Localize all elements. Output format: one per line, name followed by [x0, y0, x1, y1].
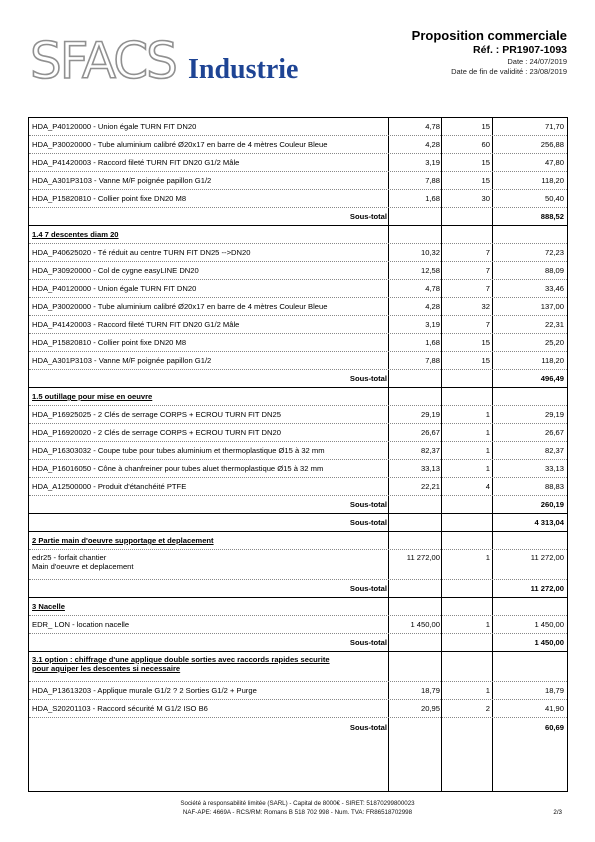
row-designation: Sous-total — [349, 518, 387, 527]
row-quantity: 30 — [481, 194, 490, 203]
row-unit-price: 1,68 — [425, 338, 440, 347]
designation-line-2: Main d'oeuvre et deplacement — [32, 562, 134, 571]
row-quantity — [443, 634, 490, 651]
row-unit-price — [390, 652, 440, 681]
row-total: 137,00 — [540, 302, 564, 311]
table-row — [29, 280, 567, 298]
document-validity-date: Date de fin de validité : 23/08/2019 — [451, 67, 567, 76]
subtotal-row — [29, 370, 567, 388]
row-designation: HDA_P16016050 - Cône à chanfreiner pour tubes aluet thermoplastique Ø15 à 32 mm — [32, 464, 324, 473]
row-quantity: 15 — [481, 356, 490, 365]
row-total: 41,90 — [544, 704, 564, 713]
table-row — [29, 154, 567, 172]
table-row — [29, 118, 567, 136]
row-designation: HDA_P13613203 - Applique murale G1/2 ? 2 Sorties G1/2 + Purge — [32, 686, 257, 695]
row-unit-price: 7,88 — [425, 356, 440, 365]
row-quantity: 15 — [481, 338, 490, 347]
row-total: 22,31 — [544, 320, 564, 329]
table-row — [29, 682, 567, 700]
row-quantity: 7 — [485, 248, 490, 257]
row-total: 33,13 — [544, 464, 564, 473]
row-total: 47,80 — [544, 158, 564, 167]
row-quantity: 1 — [485, 410, 490, 419]
row-quantity — [443, 652, 490, 681]
row-quantity: 1 — [485, 553, 490, 562]
row-quantity — [443, 532, 490, 549]
section-row — [29, 532, 567, 550]
row-designation: HDA_P16925025 - 2 Clés de serrage CORPS + ECROU TURN FIT DN25 — [32, 410, 281, 419]
legal-footer — [0, 800, 595, 817]
document-title: Proposition commerciale — [411, 28, 567, 43]
row-unit-price — [390, 370, 440, 387]
designation-line-2: pour aquiper les descentes si necessaire — [32, 664, 181, 673]
row-unit-price — [390, 532, 440, 549]
quote-table — [28, 117, 568, 792]
row-designation: Sous-total — [349, 212, 387, 221]
row-designation: HDA_P15820810 - Collier point fixe DN20 M8 — [32, 338, 187, 347]
row-total: 71,70 — [544, 122, 564, 131]
row-total: 18,79 — [544, 686, 564, 695]
row-total: 11 272,00 — [530, 584, 564, 593]
row-designation: 3 Nacelle — [32, 602, 65, 611]
row-designation: Sous-total — [349, 638, 387, 647]
row-unit-price: 29,19 — [420, 410, 440, 419]
row-quantity — [443, 370, 490, 387]
row-quantity: 15 — [481, 176, 490, 185]
table-row — [29, 550, 567, 580]
company-logo — [30, 32, 320, 90]
table-row — [29, 172, 567, 190]
row-quantity — [443, 580, 490, 597]
row-unit-price: 1,68 — [425, 194, 440, 203]
row-total: 1 450,00 — [534, 620, 564, 629]
row-total — [494, 652, 564, 681]
table-row — [29, 442, 567, 460]
row-designation: HDA_P41420003 - Raccord fileté TURN FIT DN20 G1/2 Mâle — [32, 158, 240, 167]
row-quantity — [443, 226, 490, 243]
row-unit-price: 10,32 — [420, 248, 440, 257]
row-unit-price: 22,21 — [420, 482, 440, 491]
table-row — [29, 424, 567, 442]
row-unit-price: 12,58 — [420, 266, 440, 275]
subtotal-row — [29, 580, 567, 598]
row-total: 88,09 — [544, 266, 564, 275]
row-unit-price: 1 450,00 — [410, 620, 440, 629]
footer-line-2: NAF-APE: 4669A - RCS/RM: Romans B 518 702 998 - Num. TVA: FR86518702998 — [182, 808, 413, 816]
table-row — [29, 700, 567, 718]
logo-sfacs-text: SFACS — [30, 32, 176, 90]
table-row — [29, 190, 567, 208]
row-total: 11 272,00 — [530, 553, 564, 562]
table-row — [29, 352, 567, 370]
subtotal-row — [29, 718, 567, 736]
row-quantity — [443, 208, 490, 225]
table-row — [29, 616, 567, 634]
row-designation: HDA_A12500000 - Produit d'étanchéité PTFE — [32, 482, 187, 491]
row-unit-price: 3,19 — [425, 320, 440, 329]
row-designation: Sous-total — [349, 584, 387, 593]
row-quantity: 1 — [485, 464, 490, 473]
designation-line-1: edr25 - forfait chantier — [32, 553, 107, 562]
row-designation: Sous-total — [349, 374, 387, 383]
row-designation: HDA_P16920020 - 2 Clés de serrage CORPS + ECROU TURN FIT DN20 — [32, 428, 281, 437]
subtotal-row — [29, 634, 567, 652]
row-total: 29,19 — [544, 410, 564, 419]
row-designation: HDA_P30020000 - Tube aluminium calibré Ø20x17 en barre de 4 mètres Couleur Bleue — [32, 302, 328, 311]
row-designation — [32, 652, 387, 681]
table-row — [29, 298, 567, 316]
row-designation: 2 Partie main d'oeuvre supportage et deplacement — [32, 536, 214, 545]
row-designation: HDA_P30920000 - Col de cygne easyLINE DN20 — [32, 266, 199, 275]
table-row — [29, 262, 567, 280]
row-total: 4 313,04 — [534, 518, 564, 527]
designation-line-1: 3.1 option : chiffrage d'une applique double sorties avec raccords rapides securite — [32, 655, 330, 664]
row-unit-price: 33,13 — [420, 464, 440, 473]
row-quantity: 1 — [485, 446, 490, 455]
row-quantity: 32 — [481, 302, 490, 311]
row-designation: HDA_P40120000 - Union égale TURN FIT DN20 — [32, 122, 197, 131]
section-row — [29, 388, 567, 406]
row-unit-price — [390, 580, 440, 597]
row-quantity: 1 — [485, 620, 490, 629]
row-unit-price: 18,79 — [420, 686, 440, 695]
table-row — [29, 478, 567, 496]
section-row — [29, 226, 567, 244]
row-designation: HDA_P16303032 - Coupe tube pour tubes aluminium et thermoplastique Ø15 à 32 mm — [32, 446, 325, 455]
row-quantity: 4 — [485, 482, 490, 491]
row-total: 33,46 — [544, 284, 564, 293]
document-header — [412, 28, 567, 77]
row-total — [494, 388, 564, 405]
row-total: 260,19 — [540, 500, 564, 509]
row-quantity: 7 — [485, 320, 490, 329]
row-unit-price — [390, 496, 440, 513]
row-quantity: 7 — [485, 284, 490, 293]
row-unit-price: 4,28 — [425, 302, 440, 311]
row-unit-price — [390, 388, 440, 405]
row-quantity: 1 — [485, 428, 490, 437]
row-designation: HDA_A301P3103 - Vanne M/F poignée papillon G1/2 — [32, 176, 212, 185]
row-quantity: 60 — [481, 140, 490, 149]
logo-industrie-text: Industrie — [188, 54, 299, 85]
row-designation: HDA_P40625020 - Té réduit au centre TURN FIT DN25 -->DN20 — [32, 248, 251, 257]
row-total: 118,20 — [541, 176, 564, 185]
row-unit-price — [390, 208, 440, 225]
row-unit-price: 3,19 — [425, 158, 440, 167]
row-total: 88,83 — [544, 482, 564, 491]
document-reference: Réf. : PR1907-1093 — [473, 44, 567, 56]
row-designation: 1.5 outillage pour mise en oeuvre — [32, 392, 153, 401]
row-unit-price — [390, 718, 440, 736]
row-quantity — [443, 598, 490, 615]
row-designation: EDR_ LON - location nacelle — [32, 620, 130, 629]
row-designation: Sous-total — [349, 722, 387, 732]
row-unit-price: 7,88 — [425, 176, 440, 185]
row-total: 60,69 — [544, 722, 564, 732]
table-row — [29, 316, 567, 334]
row-designation: HDA_P15820810 - Collier point fixe DN20 M8 — [32, 194, 187, 203]
row-total: 82,37 — [544, 446, 564, 455]
table-row — [29, 136, 567, 154]
row-quantity: 2 — [485, 704, 490, 713]
row-total: 888,52 — [540, 212, 564, 221]
table-row — [29, 334, 567, 352]
table-rows — [29, 118, 567, 736]
section-row — [29, 598, 567, 616]
row-quantity: 1 — [485, 686, 490, 695]
row-designation: HDA_P41420003 - Raccord fileté TURN FIT DN20 G1/2 Mâle — [32, 320, 240, 329]
row-unit-price: 82,37 — [420, 446, 440, 455]
row-unit-price — [390, 634, 440, 651]
row-quantity — [443, 718, 490, 736]
row-total: 496,49 — [540, 374, 564, 383]
row-designation: Sous-total — [349, 500, 387, 509]
row-total: 26,67 — [544, 428, 564, 437]
row-designation: 1.4 7 descentes diam 20 — [32, 230, 119, 239]
row-designation: HDA_P40120000 - Union égale TURN FIT DN20 — [32, 284, 197, 293]
row-total: 1 450,00 — [534, 638, 564, 647]
row-unit-price: 20,95 — [420, 704, 440, 713]
row-total: 118,20 — [541, 356, 564, 365]
row-quantity — [443, 388, 490, 405]
row-unit-price: 11 272,00 — [406, 553, 440, 562]
section-row — [29, 652, 567, 682]
table-row — [29, 460, 567, 478]
row-total — [494, 598, 564, 615]
row-quantity: 15 — [481, 158, 490, 167]
row-quantity — [443, 496, 490, 513]
subtotal-row — [29, 496, 567, 514]
row-total: 50,40 — [544, 194, 564, 203]
page-number: 2/3 — [553, 809, 562, 816]
row-total: 72,23 — [544, 248, 564, 257]
table-row — [29, 406, 567, 424]
subtotal-row — [29, 514, 567, 532]
row-designation: HDA_A301P3103 - Vanne M/F poignée papillon G1/2 — [32, 356, 212, 365]
row-designation: HDA_P30020000 - Tube aluminium calibré Ø20x17 en barre de 4 mètres Couleur Bleue — [32, 140, 328, 149]
row-total — [494, 532, 564, 549]
row-total: 256,88 — [540, 140, 564, 149]
row-total: 25,20 — [544, 338, 564, 347]
row-unit-price — [390, 226, 440, 243]
row-quantity: 7 — [485, 266, 490, 275]
row-quantity — [443, 514, 490, 531]
row-unit-price: 4,28 — [425, 140, 440, 149]
row-unit-price — [390, 514, 440, 531]
row-designation: HDA_S20201103 - Raccord sécurité M G1/2 ISO B6 — [32, 704, 208, 713]
row-designation — [32, 550, 387, 579]
row-unit-price — [390, 598, 440, 615]
row-unit-price: 26,67 — [420, 428, 440, 437]
subtotal-row — [29, 208, 567, 226]
row-total — [494, 226, 564, 243]
row-quantity: 15 — [481, 122, 490, 131]
row-unit-price: 4,78 — [425, 284, 440, 293]
row-unit-price: 4,78 — [425, 122, 440, 131]
table-row — [29, 244, 567, 262]
document-date: Date : 24/07/2019 — [507, 57, 567, 66]
footer-line-1: Société à responsabilité limitée (SARL) - Capital de 8000€ - SIRET: 51870299800023 — [180, 800, 415, 807]
